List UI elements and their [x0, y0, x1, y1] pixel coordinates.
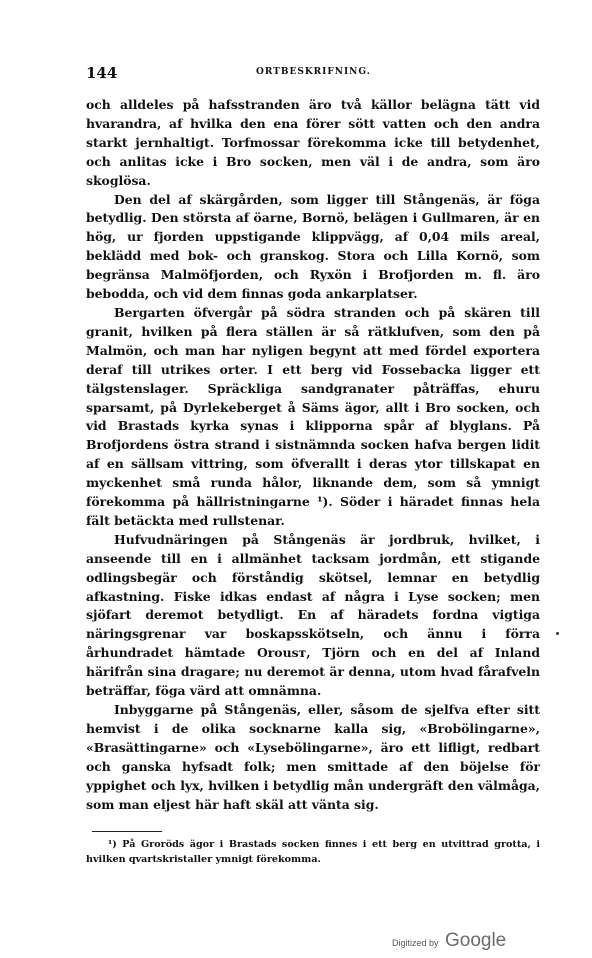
- body-text: [86, 96, 540, 814]
- scan-speck: [556, 632, 559, 635]
- running-head: ORTBESKRIFNING.: [256, 67, 371, 77]
- page-number: 144: [86, 64, 118, 82]
- footnote: ¹) På Groröds ägor i Brastads socken finnes i ett berg en utvittrad grotta, i hvilken qvartskristaller ymnigt förekomma.: [86, 839, 540, 865]
- watermark-prefix: Digitized by: [392, 938, 439, 948]
- paragraph: Hufvudnäringen på Stångenäs är jordbruk, hvilket, i anseende till en i allmänhet tacksam jordmån, ett stigande odlingsbegär och förståndig skötsel, lemnar en betydlig afkastning. Fiske idkas endast af några i Lyse socken; men sjöfart deremot betydligt. En af häradets fordna vigtiga näringsgrenar var boskapsskötseln, och ännu i förra århundradet hämtade Orousт, Tjörn och en del af Inland härifrån sina dragare; nu deremot är denna, utom hvad fårafveln beträffar, föga värd att omnämna.: [86, 531, 540, 699]
- paragraph: och alldeles på hafsstranden äro två källor belägna tätt vid hvarandra, af hvilka den ena förer sött vatten och den andra starkt jernhaltigt. Torfmossar förekomma icke till betydenhet, och anlitas icke i Bro socken, men väl i de andra, som äro skoglösa.: [86, 97, 540, 188]
- paragraph: Inbyggarne på Stångenäs, eller, såsom de sjelfva efter sitt hemvist i de olika socknarne kalla sig, «Brobölingarne», «Brasättingarne» och «Lysebölingarne», äro ett lifligt, redbart och ganska hyfsadt folk; men smittade af den böjelse för yppighet och lyx, hvilken i betydlig mån undergräft den välmåga, som man eljest här haft skäl att vänta sig.: [86, 702, 540, 812]
- paragraph: Bergarten öfvergår på södra stranden och på skären till granit, hvilken på flera ställen är så rätklufven, som den på Malmön, och man har nyligen begynt att med fördel exportera deraf till utrikes orter. I ett berg vid Fossebacka ligger ett tälgstenslager. Spräckliga sandgranater påträffas, ehuru sparsamt, på Dyrlekeberget å Säms ägor, allt i Bro socken, och vid Brastads kyrka synas i klipporna spår af blyglans. På Brofjordens östra strand i sistnämnda socken hafva bergen lidit af en sällsam vittring, som öfverallt i deras ytor tillskapat en myckenhet små runda hålor, liknande dem, som så ymnigt förekomma på hällristningarne ¹). Söder i häradet finnas hela fält betäckta med rullstenar.: [86, 304, 540, 528]
- page-header: [86, 64, 538, 84]
- paragraph: Den del af skärgården, som ligger till Stångenäs, är föga betydlig. Den största af öarne, Bornö, belägen i Gullmaren, är en hög, ur fjorden uppstigande klippvägg, af 0,04 mils areal, beklädd med bok- och granskog. Stora och Lilla Kornö, som begränsa Malmöfjorden, och Ryxön i Brofjorden m. fl. äro bebodda, och vid dem finnas goda ankarplatser.: [86, 191, 540, 302]
- digitized-by-watermark: [392, 930, 506, 952]
- google-logo: Google: [444, 930, 507, 951]
- footnote-divider: [92, 831, 162, 832]
